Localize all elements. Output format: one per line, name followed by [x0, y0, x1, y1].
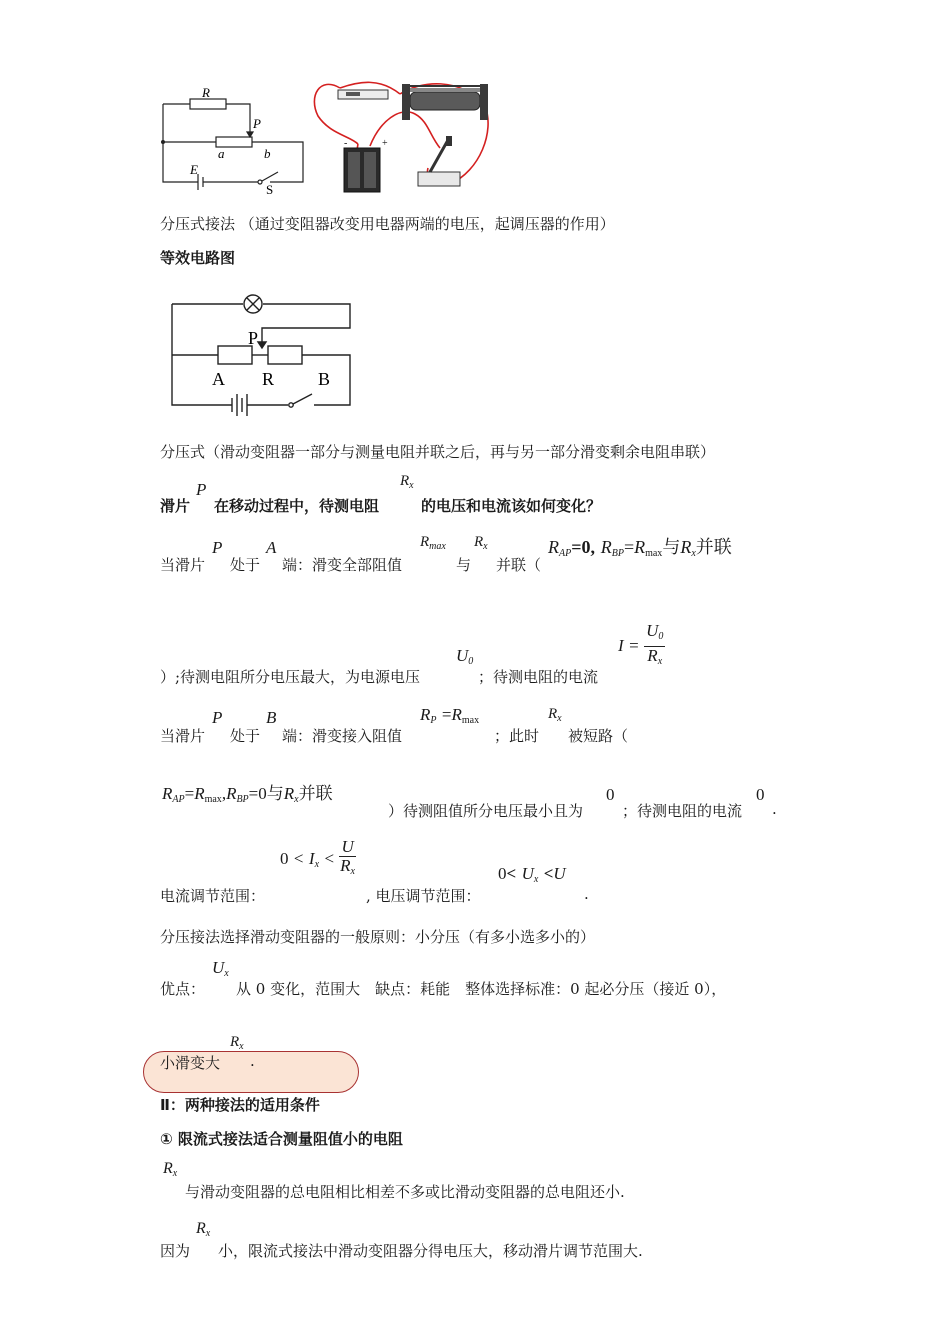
- case-b-t6: ）待测阻值所分电压最小且为: [388, 802, 584, 820]
- case-a-rmax: $R_{max}$: [420, 534, 446, 552]
- eq-label-p: P: [248, 328, 259, 348]
- label-r: R: [202, 85, 210, 100]
- case-b-t7: ；待测电阻的电流: [622, 802, 743, 820]
- caption-divider-explanation: 分压式（滑动变阻器一部分与测量电阻并联之后，再与另一部分滑变剩余电阻串联）: [160, 443, 716, 461]
- case-b-rp-formula: $R_P =R_{max}$: [420, 705, 480, 726]
- case-a-t5: 并联（: [496, 556, 542, 574]
- case-a-end-a: A: [266, 538, 277, 557]
- eq-label-a: A: [212, 369, 225, 389]
- voltage-range-formula: $0< U_x <U$: [498, 864, 566, 885]
- line-b-rx: $R_x$: [196, 1220, 211, 1239]
- case-b-zero-current: 0: [756, 785, 765, 804]
- case-a-var-p: P: [212, 538, 223, 557]
- line-b-t2: 小，限流式接法中滑动变阻器分得电压大，移动滑片调节范围大.: [218, 1242, 643, 1260]
- case-a-formula: $R_{AP}=0$, $R_{BP}=R_{max}$与$R_x$并联: [548, 537, 732, 559]
- case-b-rx: $R_x$: [548, 706, 562, 724]
- item-1-heading: ① 限流式接法适合测量阻值小的电阻: [160, 1130, 403, 1148]
- label-p: P: [253, 116, 261, 131]
- battery-plus: +: [382, 138, 388, 149]
- highlight-rx: $R_x$: [230, 1034, 244, 1052]
- case-b-t1: 当滑片: [160, 727, 206, 745]
- case-b-zero-voltage: 0: [606, 785, 615, 804]
- section-2-heading: Ⅱ：两种接法的适用条件: [160, 1096, 320, 1114]
- case-a-t6: ）;待测电阻所分电压最大，为电源电压: [160, 668, 421, 686]
- case-a-current-formula: I = $\frac{U_0}{R_x}$: [618, 621, 664, 667]
- advantages-ux: $U_x$: [212, 958, 229, 979]
- case-b-t4: ；此时: [494, 727, 540, 745]
- case-a-u0: $U_0$: [456, 646, 474, 667]
- highlight-text: 小滑变大: [160, 1054, 221, 1072]
- current-range-formula: $0 < I_x$ < $\frac{U}{R_x}$: [280, 837, 355, 877]
- question-var-p: P: [196, 480, 207, 499]
- case-a-t3: 端：滑变全部阻值: [282, 556, 403, 574]
- ranges-period: .: [584, 885, 589, 903]
- eq-label-b: B: [318, 369, 331, 389]
- case-b-t5: 被短路（: [568, 727, 629, 745]
- equivalent-circuit-diagram: [166, 290, 356, 418]
- line-a-text: 与滑动变阻器的总电阻相比相差不多或比滑动变阻器的总电阻还小.: [185, 1183, 625, 1201]
- principle-text: 分压接法选择滑动变阻器的一般原则：小分压（有多小选多小的）: [160, 928, 596, 946]
- case-b-t3: 端：滑变接入阻值: [282, 727, 403, 745]
- ranges-t2: , 电压调节范围：: [366, 887, 481, 905]
- question-text-c: 的电压和电流该如何变化？: [421, 497, 602, 515]
- physical-wiring-photo: [310, 76, 500, 196]
- question-text-b: 在移动过程中，待测电阻: [214, 497, 380, 515]
- case-b-t2: 处于: [230, 727, 261, 745]
- line-a-rx: $R_x$: [163, 1160, 178, 1179]
- case-b-period: .: [772, 800, 777, 818]
- advantages-t2: 从 0 变化，范围大 缺点：耗能 整体选择标准：0 起必分压（接近 0），: [236, 980, 727, 998]
- heading-equivalent-circuit: 等效电路图: [160, 249, 236, 267]
- case-a-t1: 当滑片: [160, 556, 206, 574]
- divider-circuit-schematic: [158, 84, 308, 196]
- case-a-t4: 与: [456, 556, 472, 574]
- label-b: b: [264, 146, 271, 161]
- case-a-t2: 处于: [230, 556, 261, 574]
- label-s: S: [266, 182, 274, 196]
- case-b-end-b: B: [266, 708, 277, 727]
- question-var-rx: $R_x$: [400, 473, 414, 491]
- ranges-t1: 电流调节范围：: [160, 887, 266, 905]
- eq-label-r: R: [262, 369, 275, 389]
- case-b-formula: $R_{AP}=R_{max},R_{BP}=0$与$R_x$并联: [162, 784, 333, 805]
- question-text-a: 滑片: [160, 497, 191, 515]
- caption-divider-method: 分压式接法 （通过变阻器改变用电器两端的电压，起调压器的作用）: [160, 215, 615, 233]
- advantages-t1: 优点：: [160, 980, 206, 998]
- label-e: E: [190, 162, 198, 177]
- highlight-period: .: [250, 1052, 255, 1070]
- case-a-t7: ；待测电阻的电流: [478, 668, 599, 686]
- case-a-rx: $R_x$: [474, 534, 488, 552]
- battery-minus: -: [344, 138, 348, 149]
- line-b-t1: 因为: [160, 1242, 191, 1260]
- case-b-var-p: P: [212, 708, 223, 727]
- label-a: a: [218, 146, 225, 161]
